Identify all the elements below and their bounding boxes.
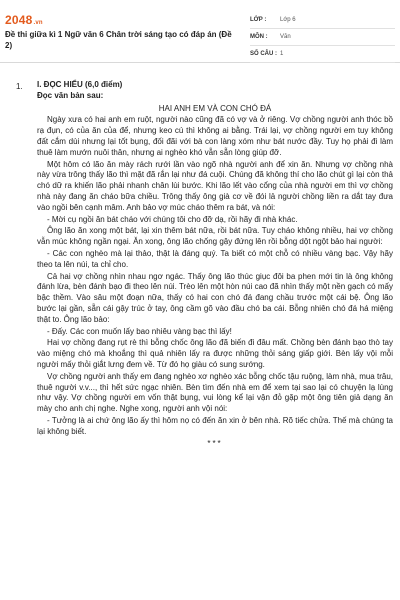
meta-value: Văn — [280, 34, 291, 40]
instruction: Đọc văn bản sau: — [37, 90, 104, 100]
meta-label: LỚP : — [250, 17, 267, 23]
paragraph: Ông lão ăn xong một bát, lại xin thêm bát nữa, rồi bát nữa. Tuy cháo không nhiều, hai vợ chồng vẫn múc không ngần ngại. Ăn xong, ông lão chống gậy đứng lên rồi bỗng dột ngột bảo hai người: — [37, 226, 393, 247]
paragraph: - Đấy. Các con muốn lấy bao nhiêu vàng bạc thì lấy! — [47, 326, 232, 336]
section-title: I. ĐỌC HIỂU (6,0 điểm) — [37, 80, 123, 89]
exam-meta — [250, 12, 395, 63]
paragraph: Cả hai vợ chồng nhìn nhau ngơ ngác. Thấy ông lão thúc giục đôi ba phen mới tin là ông không đánh lừa, bèn đánh bạo đi theo lên núi. Trèo lên một hòn núi cao đã nhìn thấy một nền gạch có mấy bậc thềm. Vào sâu một đoạn nữa, thấy có hai con chó đá đang chầu trước một cái bệ. Ông lão bước lại gần, sẵn cái gậy trúc ở tay, ông cầm gõ vào đầu chó ba cái. Bỗng nhiên chó đá há miệng thật to. Ông lão bảo: — [37, 271, 393, 324]
paragraph: - Các con nghèo mà lại thảo, thật là đáng quý. Ta biết có một chỗ có nhiều vàng bạc. Vậy hãy theo ta lên núi, ta chỉ cho. — [37, 248, 393, 269]
paragraph: - Mời cụ ngồi ăn bát cháo với chúng tôi cho đỡ dạ, rồi hãy đi nhà khác. — [47, 214, 298, 224]
meta-row-count — [250, 46, 395, 63]
meta-row-subject — [250, 29, 395, 46]
site-logo[interactable] — [5, 13, 43, 27]
meta-value: 1 — [280, 51, 284, 57]
paragraph: - Tưởng là ai chứ ông lão ấy thì hôm nọ có đến ăn xin ở bên nhà. Rõ tiếc chửa. Thế mà chúng ta lại không biết. — [37, 415, 393, 436]
paragraph: Vợ chồng người anh thấy em đang nghèo xơ nghèo xác bỗng chốc tậu ruộng, làm nhà, mua trâu, thuê người v.v..., thì hết sức ngạc nhiên. Bèn tìm đến nhà em để xem tại sao lại có chuyện lạ lùng như vậy. Vợ chồng người em vốn thật bụng, vui lòng kể lại vận đỏ gặp một ông tiên giả dạng ăn mày cho anh chị nghe. Nghe xong, người anh vội nói: — [37, 371, 393, 414]
meta-label: MÔN : — [250, 34, 268, 40]
logo-suffix: .vn — [33, 20, 43, 26]
paragraph: Một hôm có lão ăn mày rách rưới lần vào ngõ nhà người anh để xin ăn. Nhưng vợ chồng nhà này vừa trông thấy lão thì mặt đã rắn lại như đá cuội. Chúng đã không thí cho lão chút gì lại còn thả chó dữ ra khiến lão phải nhanh chân lùi bước. Khi lão lết vào cổng của nhà người em thì vợ chồng nhà này đang ăn cháo bữa chiều. Trông thấy ông già cơ về đói lả người chồng liền ra dắt tay đưa vào ngồi bên cạnh mâm. Anh bảo vợ múc cháo thêm ra bát, và nói: — [37, 159, 393, 212]
story-title: HAI ANH EM VÀ CON CHÓ ĐÁ — [158, 103, 272, 113]
question-number: 1. — [16, 82, 23, 91]
meta-row-class — [250, 12, 395, 29]
meta-value: Lớp 6 — [280, 17, 296, 23]
meta-label: SỐ CÂU : — [250, 51, 277, 57]
question-content — [37, 80, 393, 449]
logo-text: 2048 — [5, 13, 33, 27]
exam-title: Đề thi giữa kì 1 Ngữ văn 6 Chân trời sáng tạo có đáp án (Đề 2) — [5, 30, 232, 50]
paragraph: Hai vợ chồng đang rụt rè thì bỗng chốc ông lão đã biến đi đâu mất. Chồng bèn đánh bạo thò tay vào miệng chó mà khoắng thì quả nhiên lấy ra được những thỏi sáng giấp giới. Bèn lấy vội mỗi người mấy thỏi giắt lưng đem về. Từ đó họ giàu có sung sướng. — [37, 338, 393, 369]
paragraph: Ngày xưa có hai anh em ruột, người nào cũng đã có vợ và ở riêng. Vợ chồng người anh thóc bồ rạ đụn, có của ăn của để, nhưng keo cú thì không ai bằng. Trái lại, vợ chồng người em tuy không đất cắm dùi nhưng lại tốt bụng, đối đãi với bà con làng xóm như bát nước đầy. Tuy họ phải đi làm thuê làm mướn nuôi thân, nhưng ai nghèo khó vẫn sẵn lòng giúp đỡ. — [37, 115, 393, 157]
page-header — [0, 0, 400, 63]
section-separator: *** — [207, 438, 223, 448]
